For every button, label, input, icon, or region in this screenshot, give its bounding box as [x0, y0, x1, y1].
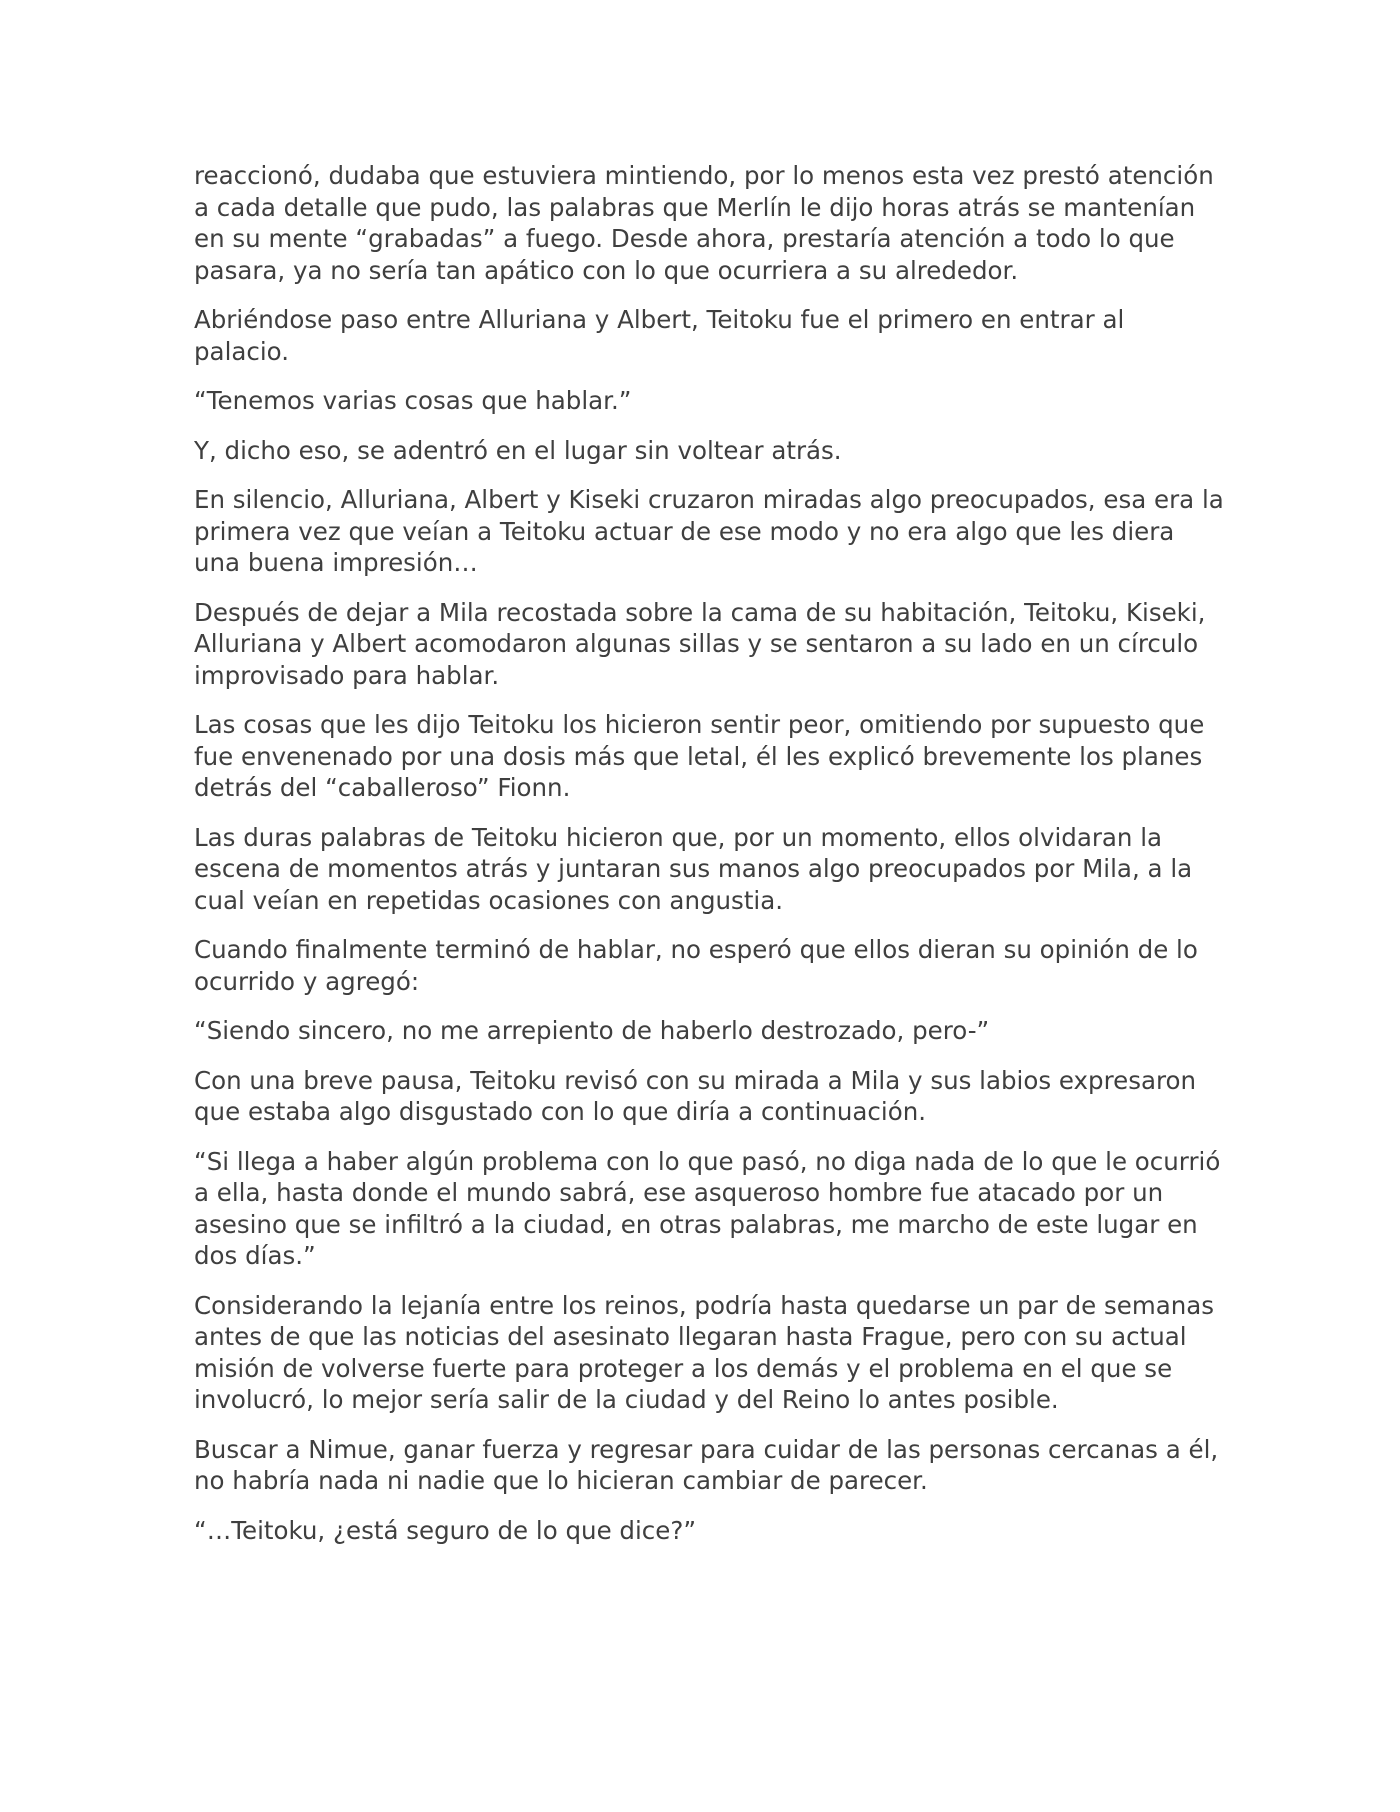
- paragraph: Las duras palabras de Teitoku hicieron que, por un momento, ellos olvidaran la escena de momentos atrás y juntaran sus manos algo preocupados por Mila, a la cual veían en repetidas ocasiones con angustia.: [194, 822, 1193, 915]
- paragraph: “Si llega a haber algún problema con lo que pasó, no diga nada de lo que le ocurrió a ella, hasta donde el mundo sabrá, ese asqueroso hombre fue atacado por un asesino que se infiltró a la ciudad, en otras palabras, me marcho de este lugar en dos días.”: [194, 1146, 1221, 1270]
- paragraph: reaccionó, dudaba que estuviera mintiendo, por lo menos esta vez prestó atención a cada detalle que pudo, las palabras que Merlín le dijo horas atrás se mantenían en su mente “grabadas” a fuego. Desde ahora, prestaría atención a todo lo que pasara, ya no sería tan apático con lo que ocurriera a su alrededor.: [194, 161, 1214, 285]
- paragraph: Cuando finalmente terminó de hablar, no esperó que ellos dieran su opinión de lo ocurrido y agregó:: [194, 935, 1198, 996]
- paragraph: Después de dejar a Mila recostada sobre la cama de su habitación, Teitoku, Kiseki, Alluriana y Albert acomodaron algunas sillas y se sentaron a su lado en un círculo improvisado para hablar.: [194, 597, 1206, 690]
- paragraph: “Tenemos varias cosas que hablar.”: [194, 386, 632, 415]
- paragraph: “Siendo sincero, no me arrepiento de haberlo destrozado, pero-”: [194, 1016, 990, 1045]
- paragraph: Con una breve pausa, Teitoku revisó con su mirada a Mila y sus labios expresaron que estaba algo disgustado con lo que diría a continuación.: [194, 1065, 1197, 1126]
- paragraph: En silencio, Alluriana, Albert y Kiseki cruzaron miradas algo preocupados, esa era la primera vez que veían a Teitoku actuar de ese modo y no era algo que les diera una buena impresión…: [194, 485, 1224, 577]
- paragraph: Considerando la lejanía entre los reinos, podría hasta quedarse un par de semanas antes de que las noticias del asesinato llegaran hasta Frague, pero con su actual misión de volverse fuerte para proteger a los demás y el problema en el que se involucró, lo mejor sería salir de la ciudad y del Reino lo antes posible.: [194, 1290, 1215, 1414]
- paragraph: Buscar a Nimue, ganar fuerza y regresar para cuidar de las personas cercanas a él, no habría nada ni nadie que lo hicieran cambiar de parecer.: [194, 1434, 1219, 1495]
- paragraph: Y, dicho eso, se adentró en el lugar sin voltear atrás.: [194, 435, 842, 465]
- paragraph: Las cosas que les dijo Teitoku los hicieron sentir peor, omitiendo por supuesto que fue envenenado por una dosis más que letal, él les explicó brevemente los planes detrás del “caballeroso” Fionn.: [194, 710, 1205, 802]
- paragraph: “…Teitoku, ¿está seguro de lo que dice?”: [194, 1515, 697, 1545]
- document-text-body: [194, 160, 1224, 1564]
- paragraph: Abriéndose paso entre Alluriana y Albert, Teitoku fue el primero en entrar al palacio.: [194, 305, 1125, 366]
